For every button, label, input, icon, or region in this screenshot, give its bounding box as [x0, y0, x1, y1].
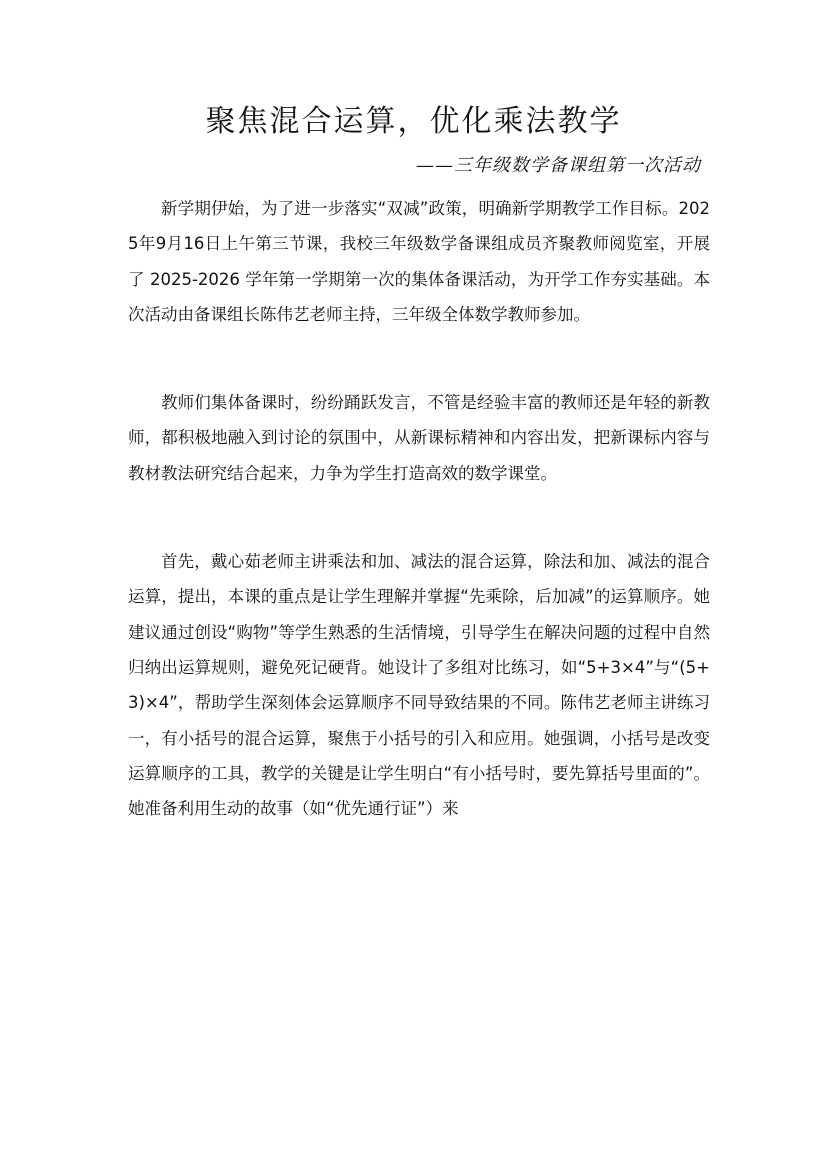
- paragraph-intro: 新学期伊始，为了进一步落实“双减”政策，明确新学期教学工作目标。2025年9月16日上午第三节课，我校三年级数学备课组成员齐聚教师阅览室，开展了 2025-2026 学年第一学期第一次的集体备课活动，为开学工作夯实基础。本次活动由备课组长陈伟艺老师主持，三年级全体数学教师参加。: [128, 199, 710, 324]
- paragraph-discussion: 教师们集体备课时，纷纷踊跃发言，不管是经验丰富的教师还是年轻的新教师，都积极地融入到讨论的氛围中，从新课标精神和内容出发，把新课标内容与教材教法研究结合起来，力争为学生打造高效的数学课堂。: [128, 393, 710, 483]
- paragraph-lessons: 首先，戴心茹老师主讲乘法和加、减法的混合运算，除法和加、减法的混合运算，提出，本课的重点是让学生理解并掌握“先乘除，后加减”的运算顺序。她建议通过创设“购物”等学生熟悉的生活情境，引导学生在解决问题的过程中自然归纳出运算规则，避免死记硬背。她设计了多组对比练习，如“5+3×4”与“(5+3)×4”，帮助学生深刻体会运算顺序不同导致结果的不同。陈伟艺老师主讲练习一，有小括号的混合运算，聚焦于小括号的引入和应用。她强调，小括号是改变运算顺序的工具，教学的关键是让学生明白“有小括号时，要先算括号里面的”。她准备利用生动的故事（如“优先通行证”）来: [128, 552, 710, 819]
- document-subtitle: ——三年级数学备课组第一次活动: [416, 155, 701, 176]
- document-body: [128, 191, 710, 826]
- document-title: 聚焦混合运算，优化乘法教学: [205, 104, 622, 139]
